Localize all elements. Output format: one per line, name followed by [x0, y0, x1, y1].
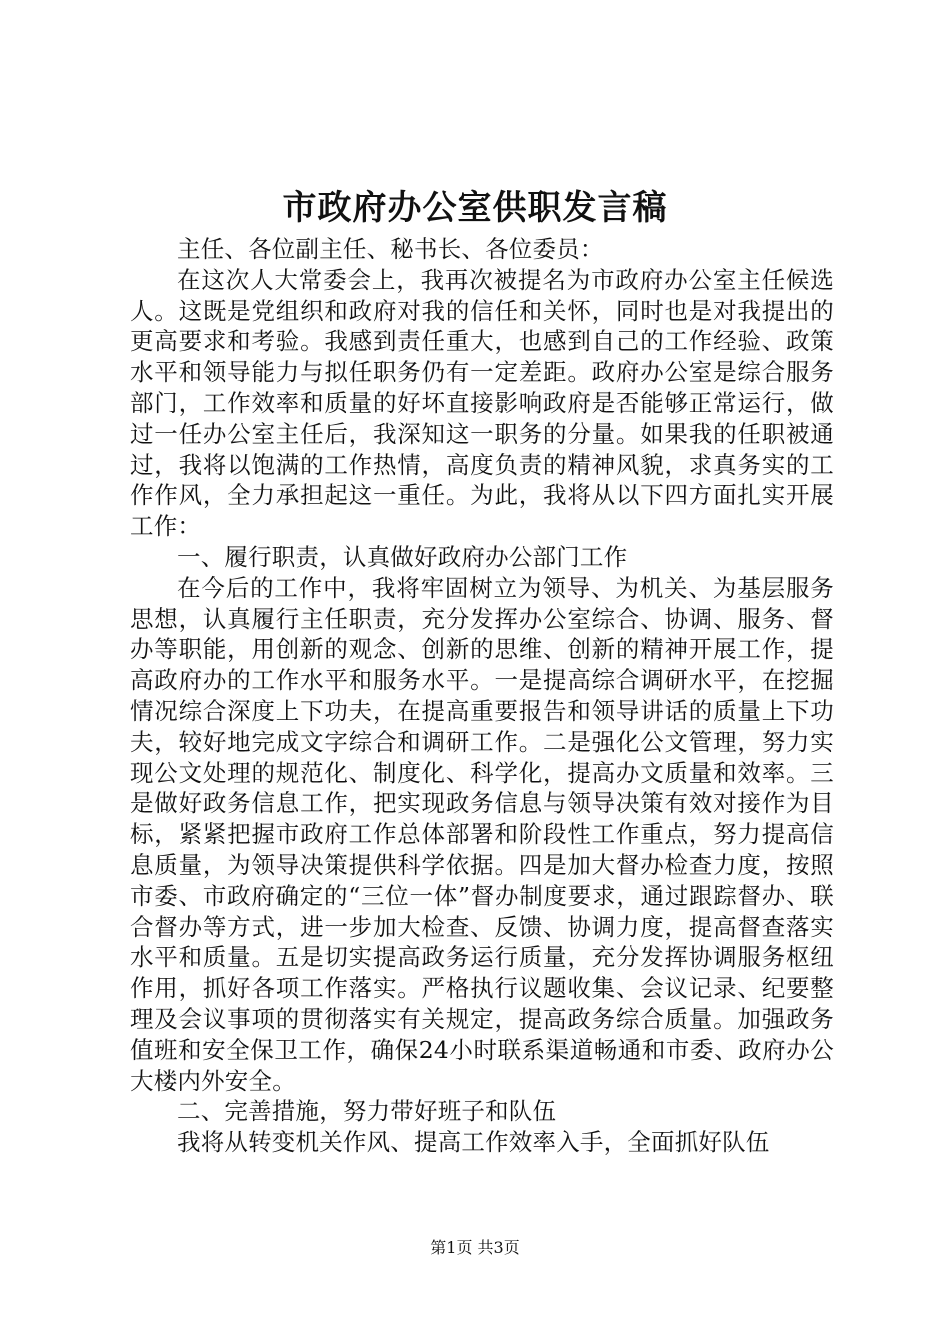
- intro-paragraph: 在这次人大常委会上，我再次被提名为市政府办公室主任候选人。这既是党组织和政府对我的信任和关怀，同时也是对我提出的更高要求和考验。我感到责任重大，也感到自己的工作经验、政策水平和领导能力与拟任职务仍有一定差距。政府办公室是综合服务部门，工作效率和质量的好坏直接影响政府是否能够正常运行，做过一任办公室主任后，我深知这一职务的分量。如果我的任职被通过，我将以饱满的工作热情，高度负责的精神风貌，求真务实的工作作风，全力承担起这一重任。为此，我将从以下四方面扎实开展工作：: [130, 265, 834, 541]
- section-heading-2: 二、完善措施，努力带好班子和队伍: [177, 1097, 557, 1126]
- document-title: 市政府办公室供职发言稿: [282, 188, 668, 228]
- section-2-paragraph: 我将从转变机关作风、提高工作效率入手，全面抓好队伍: [177, 1128, 770, 1157]
- salutation-paragraph: 主任、各位副主任、秘书长、各位委员：: [177, 235, 604, 263]
- section-1-paragraph: 在今后的工作中，我将牢固树立为领导、为机关、为基层服务思想，认真履行主任职责，充分发挥办公室综合、协调、服务、督办等职能，用创新的观念、创新的思维、创新的精神开展工作，提高政府办的工作水平和服务水平。一是提高综合调研水平，在挖掘情况综合深度上下功夫，在提高重要报告和领导讲话的质量上下功夫，较好地完成文字综合和调研工作。二是强化公文管理，努力实现公文处理的规范化、制度化、科学化，提高办文质量和效率。三是做好政务信息工作，把实现政务信息与领导决策有效对接作为目标，紧紧把握市政府工作总体部署和阶段性工作重点，努力提高信息质量，为领导决策提供科学依据。四是加大督办检查力度，按照市委、市政府确定的“三位一体”督办制度要求，通过跟踪督办、联合督办等方式，进一步加大检查、反馈、协调力度，提高督查落实水平和质量。五是切实提高政务运行质量，充分发挥协调服务枢纽作用，抓好各项工作落实。严格执行议题收集、会议记录、纪要整理及会议事项的贯彻落实有关规定，提高政务综合质量。加强政务值班和安全保卫工作，确保24小时联系渠道畅通和市委、政府办公大楼内外安全。: [130, 573, 834, 1095]
- page-footer: 第1页 共3页: [430, 1238, 520, 1257]
- document-body: [130, 234, 834, 1158]
- section-heading-1: 一、履行职责，认真做好政府办公部门工作: [177, 542, 628, 571]
